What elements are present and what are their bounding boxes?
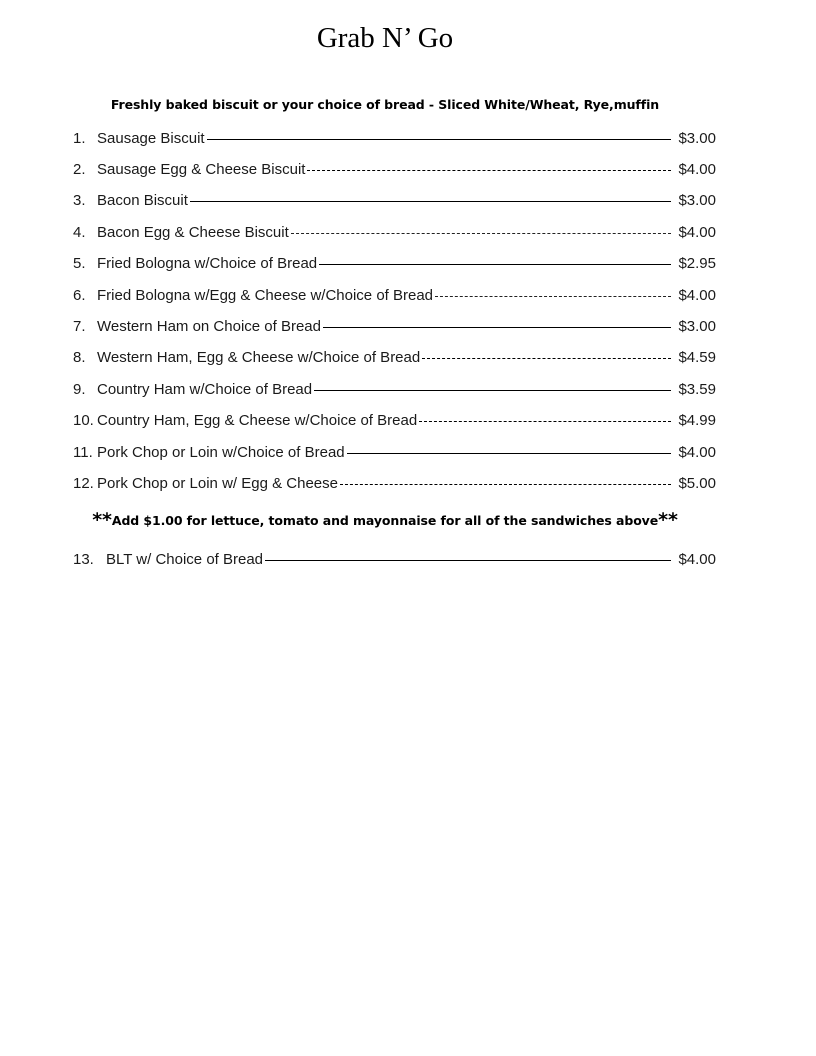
menu-item-name: Western Ham on Choice of Bread [97, 317, 321, 335]
leader-line [307, 170, 671, 171]
menu-item [73, 409, 716, 433]
menu-item-number: 10. [73, 412, 94, 430]
menu-item-price: $4.00 [678, 443, 716, 461]
menu-item-price: $4.00 [678, 160, 716, 178]
menu-item [73, 547, 716, 571]
menu-item-number: 6. [73, 286, 86, 304]
menu-item [73, 283, 716, 307]
menu-item-number: 12. [73, 474, 94, 492]
menu-subtitle: Freshly baked biscuit or your choice of bread - Sliced White/Wheat, Rye,muffin [110, 97, 660, 112]
menu-item-price: $3.00 [678, 129, 716, 147]
menu-item-number: 7. [73, 317, 86, 335]
menu-item [73, 471, 716, 495]
menu-item-price: $4.00 [678, 550, 716, 568]
leader-line [207, 139, 671, 140]
note-stars-prefix: ** [92, 509, 112, 531]
menu-item-name: Sausage Egg & Cheese Biscuit [97, 160, 306, 178]
menu-item-name: Pork Chop or Loin w/ Egg & Cheese [97, 474, 338, 492]
menu-item-number: 9. [73, 380, 86, 398]
leader-line [340, 484, 671, 485]
leader-line [419, 421, 671, 422]
menu-item-price: $4.00 [678, 286, 716, 304]
leader-line [265, 560, 671, 561]
menu-item-price: $3.00 [678, 317, 716, 335]
leader-line [422, 358, 671, 359]
menu-item [73, 346, 716, 370]
leader-line [291, 233, 671, 234]
menu-item-price: $4.99 [678, 412, 716, 430]
menu-item-number: 5. [73, 255, 86, 273]
menu-item [73, 126, 716, 150]
menu-item-name: Sausage Biscuit [97, 129, 205, 147]
menu-item [73, 314, 716, 338]
menu-item [73, 220, 716, 244]
menu-item-number: 13. [73, 550, 94, 568]
menu-item-number: 4. [73, 223, 86, 241]
menu-item-number: 2. [73, 160, 86, 178]
menu-item [73, 189, 716, 213]
menu-item-price: $4.59 [678, 349, 716, 367]
menu-item-number: 3. [73, 192, 86, 210]
menu-item-name: Bacon Biscuit [97, 192, 188, 210]
menu-item [73, 440, 716, 464]
menu-item-name: Bacon Egg & Cheese Biscuit [97, 223, 289, 241]
note-stars-suffix: ** [658, 509, 678, 531]
menu-item-price: $5.00 [678, 474, 716, 492]
menu-item-name: Country Ham, Egg & Cheese w/Choice of Bread [97, 412, 418, 430]
page-title: Grab N’ Go [316, 22, 454, 54]
menu-item-number: 1. [73, 129, 86, 147]
leader-line [323, 327, 671, 328]
menu-item [73, 157, 716, 181]
menu-item [73, 377, 716, 401]
menu-item [73, 252, 716, 276]
menu-item-name: Western Ham, Egg & Cheese w/Choice of Bread [97, 349, 421, 367]
menu-item-price: $3.59 [678, 380, 716, 398]
leader-line [347, 453, 671, 454]
menu-item-number: 8. [73, 349, 86, 367]
menu-item-name: Fried Bologna w/Egg & Cheese w/Choice of Bread [97, 286, 434, 304]
leader-line [314, 390, 671, 391]
menu-item-price: $3.00 [678, 192, 716, 210]
leader-line [319, 264, 671, 265]
menu-item-name: Fried Bologna w/Choice of Bread [97, 255, 318, 273]
menu-item-name: BLT w/ Choice of Bread [106, 550, 264, 568]
add-on-note [0, 508, 770, 533]
menu-item-name: Pork Chop or Loin w/Choice of Bread [97, 443, 345, 461]
leader-line [190, 201, 671, 202]
leader-line [435, 296, 671, 297]
menu-item-price: $4.00 [678, 223, 716, 241]
note-text: Add $1.00 for lettuce, tomato and mayonnaise for all of the sandwiches above [111, 513, 659, 528]
menu-item-price: $2.95 [678, 255, 716, 273]
menu-item-name: Country Ham w/Choice of Bread [97, 380, 313, 398]
menu-item-number: 11. [73, 443, 93, 461]
